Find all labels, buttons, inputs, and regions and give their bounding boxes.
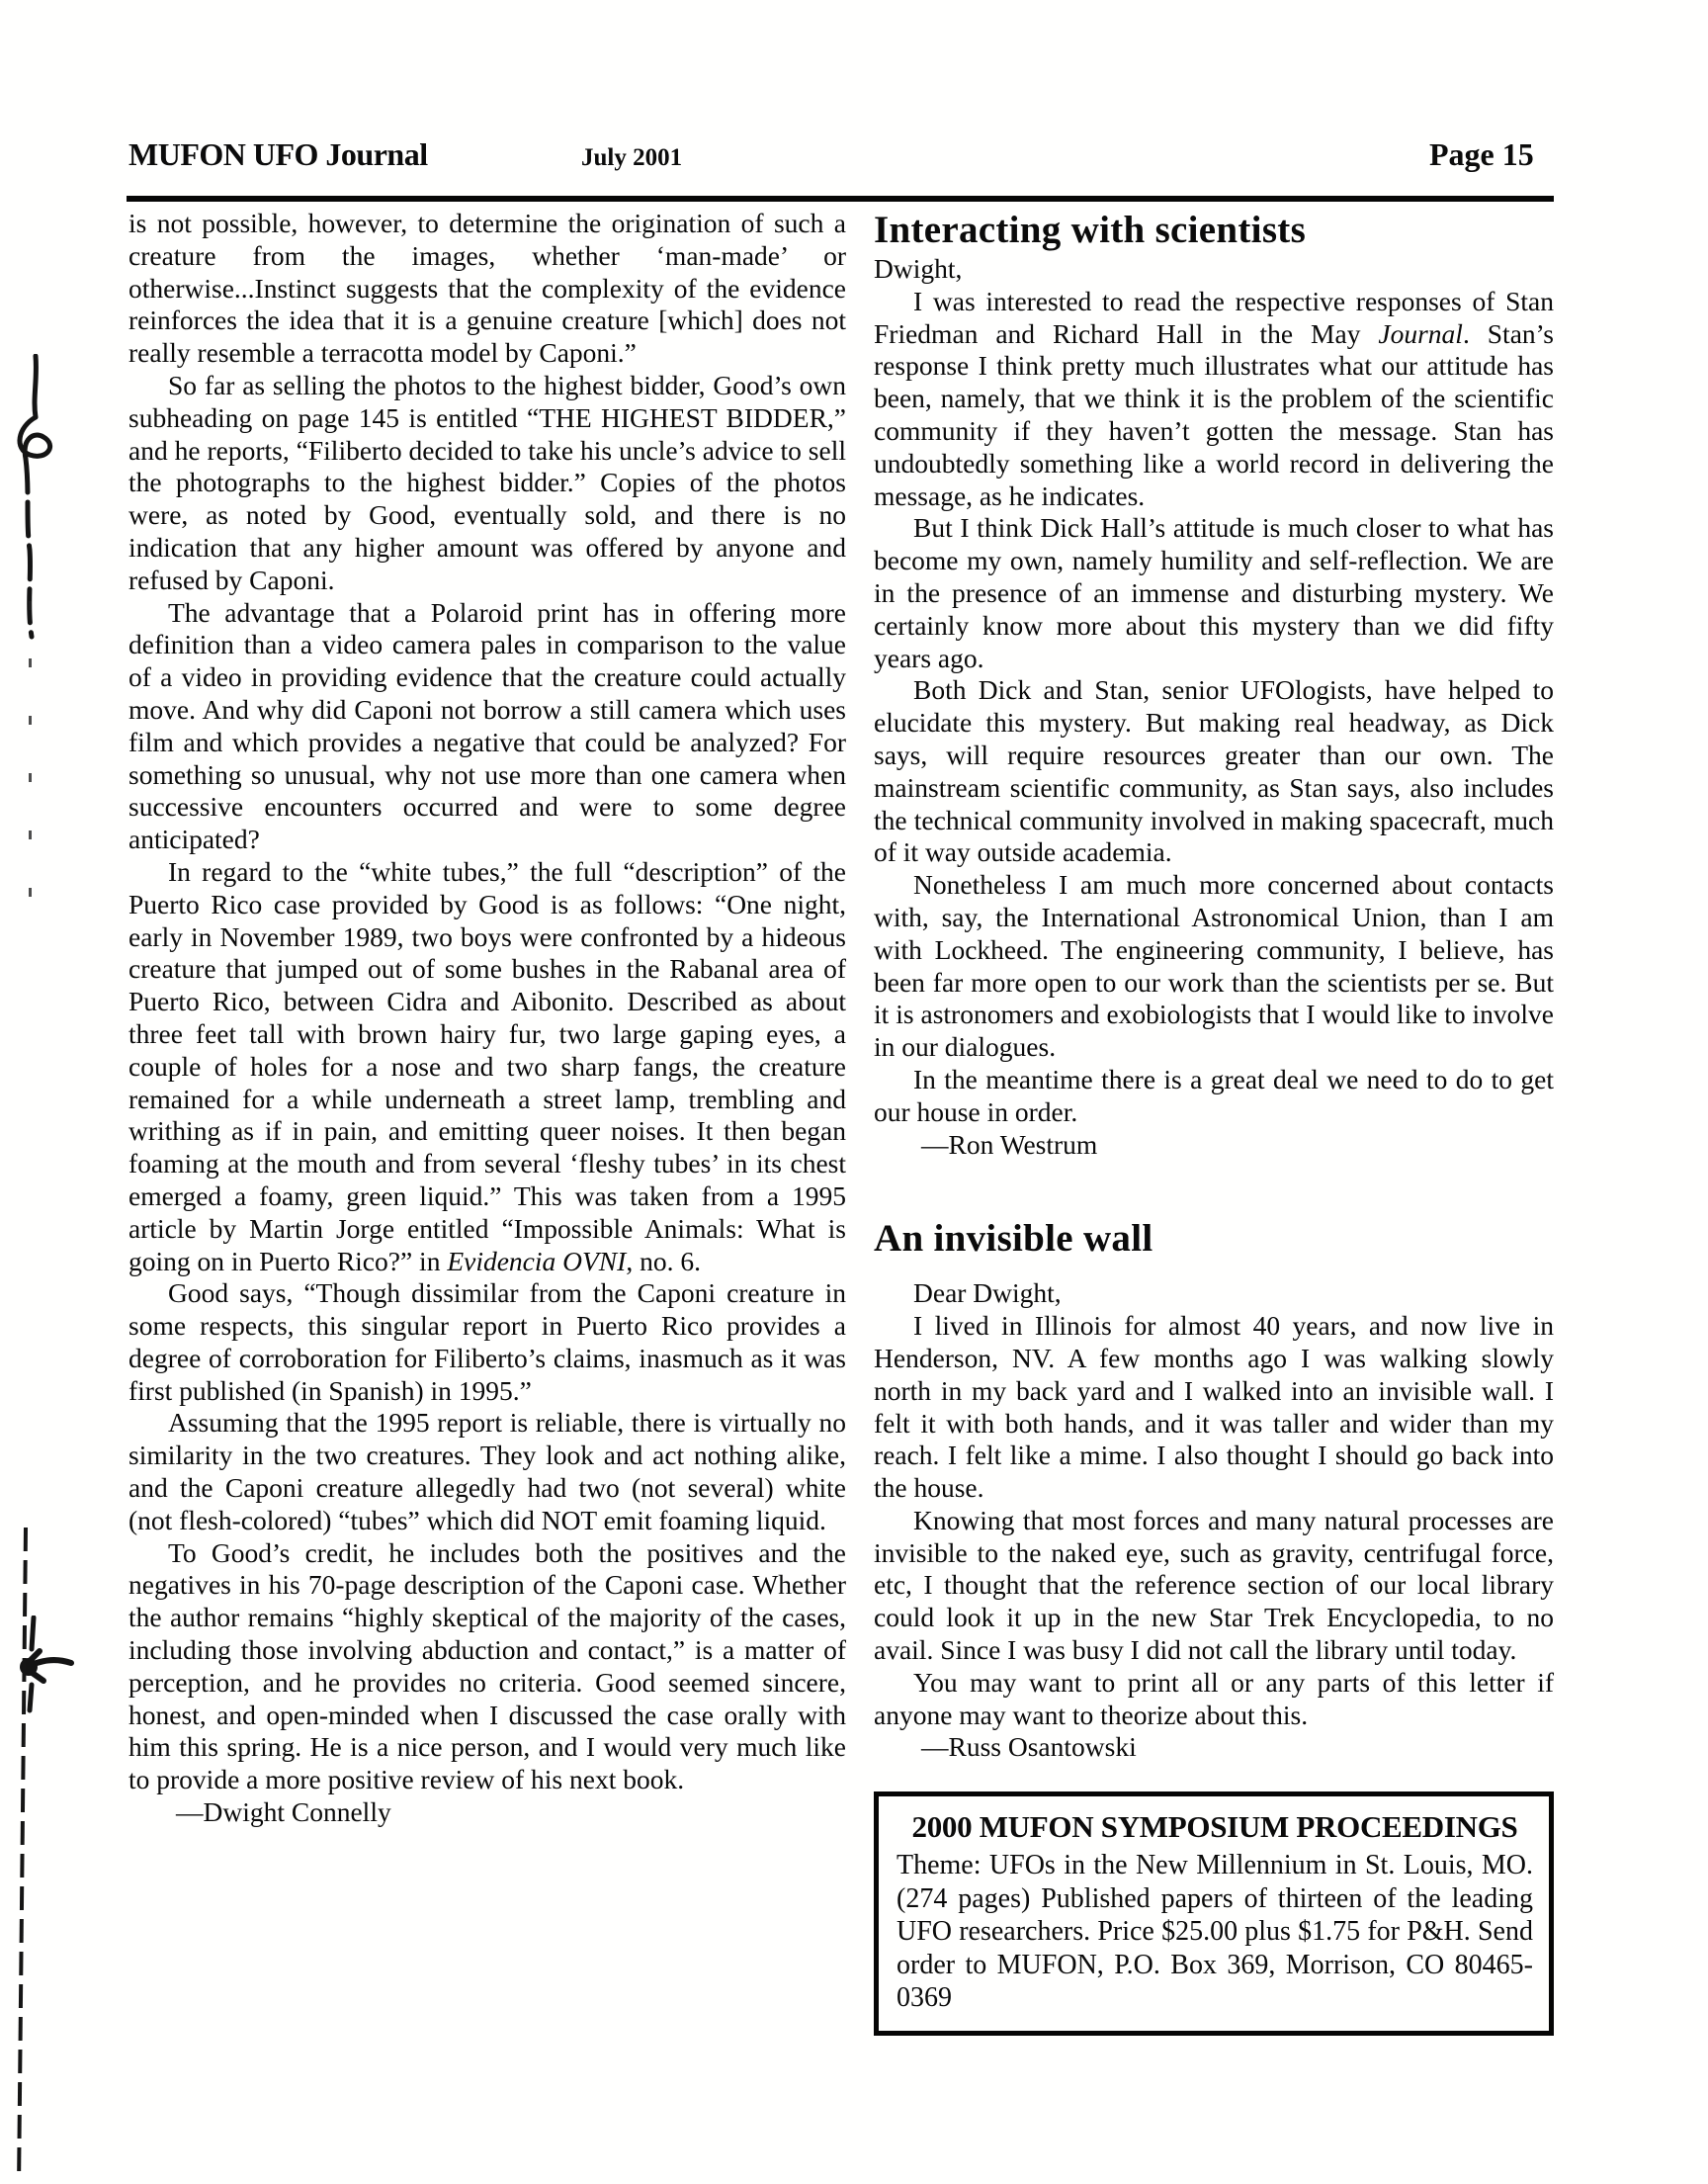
issue-date: July 2001 <box>581 144 683 171</box>
paragraph: But I think Dick Hall’s attitude is much closer to what has become my own, namely humility and self-reflection. We are in the presence of an immense and disturbing mystery. We certainly know more about this mystery than we did fifty years ago. <box>874 512 1554 673</box>
paragraph: In the meantime there is a great deal we need to do to get our house in order. <box>874 1063 1554 1127</box>
right-column <box>874 208 1554 2036</box>
italic-text: Evidencia OVNI <box>447 1245 627 1276</box>
letter-interacting-with-scientists <box>874 208 1554 1161</box>
signature-russ-osantowski: —Russ Osantowski <box>921 1731 1137 1763</box>
symposium-proceedings-ad-box <box>874 1791 1554 2036</box>
letter-heading-interacting-with-scientists: Interacting with scientists <box>874 209 1307 251</box>
paragraph: Nonetheless I am much more concerned about contacts with, say, the International Astronomical Union, than I am with Lockheed. The engineering community, I believe, has been far more open to our work than the scientists per se. But it is astronomers and exobiologists that I would like to involve in our dialogues. <box>874 869 1554 1063</box>
paragraph: You may want to print all or any parts of this letter if anyone may want to theorize about this. <box>874 1666 1554 1730</box>
left-column <box>128 208 846 1829</box>
paragraph: Both Dick and Stan, senior UFOlogists, have helped to elucidate this mystery. But making real headway, as Dick says, will require resources greater than our own. The mainstream scientific community, as Stan says, also includes the technical community involved in making spacecraft, much of it way outside academia. <box>874 674 1554 868</box>
letter-body <box>874 1310 1554 1731</box>
scan-artifact-arrow-mark <box>6 1616 95 1714</box>
article-continuation-text <box>128 208 846 1796</box>
signature-ron-westrum: —Ron Westrum <box>921 1128 1098 1160</box>
letter-an-invisible-wall <box>874 1216 1554 1764</box>
page-number: Page 15 <box>1429 136 1534 172</box>
paragraph: Knowing that most forces and many natural processes are invisible to the naked eye, such as gravity, centrifugal force, etc, I thought that the reference section of our local library could look it up in the new Star Trek Encyclopedia, to no avail. Since I was busy I did not call the library until today. <box>874 1504 1554 1666</box>
letter-heading-an-invisible-wall: An invisible wall <box>874 1217 1153 1261</box>
scan-artifact-dotted-line <box>29 601 32 927</box>
signature-dwight-connelly: —Dwight Connelly <box>176 1796 391 1828</box>
scan-artifact-squiggle <box>6 354 75 641</box>
paragraph: Good says, “Though dissimilar from the Caponi creature in some respects, this singular report in Puerto Rico provides a degree of corroboration for Filiberto’s claims, inasmuch as it was first published (in Spanish) in 1995.” <box>128 1277 846 1406</box>
ad-body: Theme: UFOs in the New Millennium in St. Louis, MO. (274 pages) Published papers of thirteen of the leading UFO researchers. Price $25.00 plus $1.75 for P&H. Send order to MUFON, P.O. Box 369, Morrison, CO 80465-0369 <box>897 1850 1533 2014</box>
paragraph: In regard to the “white tubes,” the full “description” of the Puerto Rico case provided by Good is as follows: “One night, early in November 1989, two boys were confronted by a hideous creature that jumped out of some bushes in the Rabanal area of Puerto Rico, between Cidra and Aibonito. Described as about three feet tall with brown hairy fur, two large gaping eyes, a couple of holes for a nose and two sharp fangs, the creature remained for a while underneath a street lamp, trembling and writhing as if in pain, and emitting queer noises. It then began foaming at the mouth and from several ‘fleshy tubes’ in its chest emerged a foamy, green liquid.” This was taken from a 1995 article by Martin Jorge entitled “Impossible Animals: What is going on in Puerto Rico?” in Evidencia OVNI, no. 6. <box>128 855 846 1276</box>
scan-artifact-dashed-line <box>17 1528 28 2180</box>
paragraph: To Good’s credit, he includes both the positives and the negatives in his 70-page description of the Caponi case. Whether the author remains “highly skeptical of the majority of the cases, including those involving abduction and contact,” is a matter of perception, and he provides no criteria. Good seemed sincere, honest, and open-minded when I discussed the case orally with him this spring. He is a nice person, and I would very much like to provide a more positive review of his next book. <box>128 1536 846 1795</box>
header-rule <box>127 196 1554 202</box>
paragraph: Assuming that the 1995 report is reliable, there is virtually no similarity in the two creatures. They look and act nothing alike, and the Caponi creature allegedly had two (not several) white (not flesh-colored) “tubes” which did NOT emit foaming liquid. <box>128 1407 846 1535</box>
ad-title: 2000 MUFON SYMPOSIUM PROCEEDINGS <box>911 1809 1518 1845</box>
journal-title: MUFON UFO Journal <box>128 136 428 172</box>
paragraph: So far as selling the photos to the highest bidder, Good’s own subheading on page 145 is entitled “THE HIGHEST BIDDER,” and he reports, “Filiberto decided to take his uncle’s advice to sell the photographs to the highest bidder.” Copies of the photos were, as noted by Good, eventually sold, and there is no indication that any higher amount was offered by anyone and refused by Caponi. <box>128 369 846 595</box>
paragraph: I was interested to read the respective responses of Stan Friedman and Richard Hall in the May Journal. Stan’s response I think pretty much illustrates what our attitude has been, namely, that we think it is the problem of the scientific community if they haven’t gotten the message. Stan has undoubtedly something like a world record in delivering the message, as he indicates. <box>874 285 1554 511</box>
paragraph: The advantage that a Polaroid print has in offering more definition than a video camera pales in comparison to the value of a video in providing evidence that the creature could actually move. And why did Caponi not borrow a still camera which uses film and which provides a negative that could be analyzed? For something so unusual, why not use more than one camera when successive encounters occurred and were to some degree anticipated? <box>128 596 846 855</box>
paragraph: is not possible, however, to determine the origination of such a creature from the images, whether ‘man-made’ or otherwise...Instinct suggests that the complexity of the evidence reinforces the idea that it is a genuine creature [which] does not really resemble a terracotta model by Caponi.” <box>128 208 846 369</box>
letter-salutation: Dwight, <box>874 253 963 284</box>
letter-body <box>874 286 1554 1129</box>
italic-text: Journal <box>1378 317 1463 349</box>
paragraph: I lived in Illinois for almost 40 years, and now live in Henderson, NV. A few months ago I was walking slowly north in my back yard and I walked into an invisible wall. I felt it with both hands, and it was taller and wider than my reach. I felt like a mime. I also thought I should go back into the house. <box>874 1310 1554 1504</box>
letter-salutation: Dear Dwight, <box>913 1277 1062 1309</box>
